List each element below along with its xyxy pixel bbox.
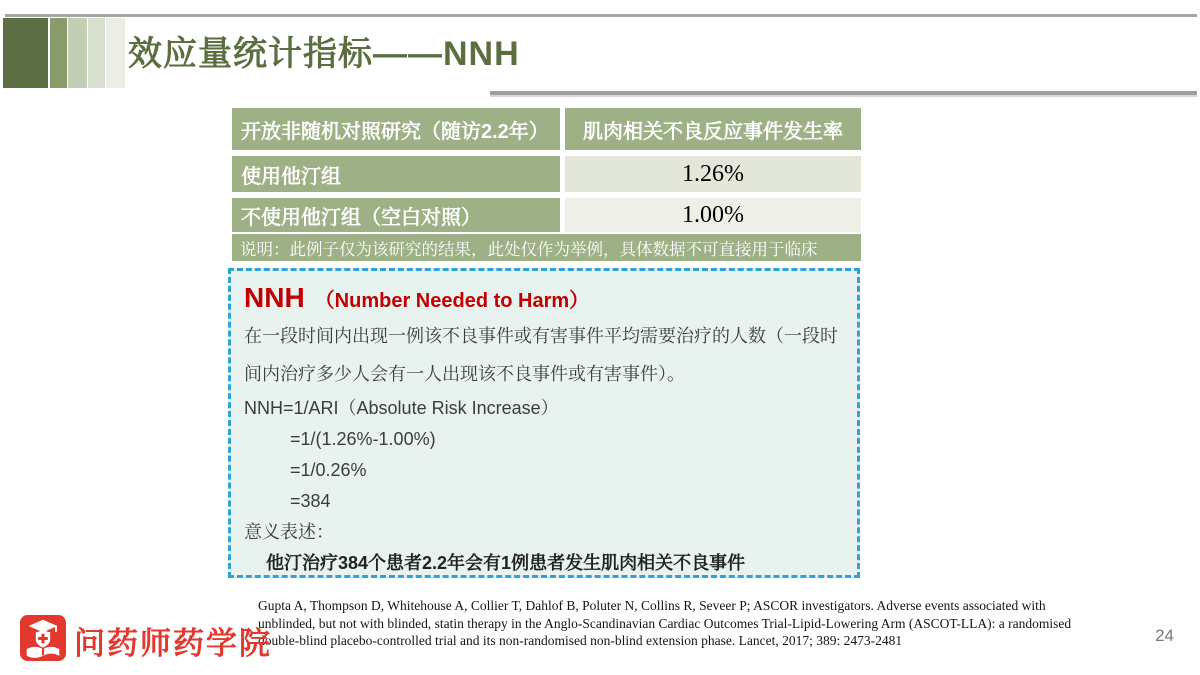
deco-green-block-5 xyxy=(106,18,125,88)
table-row xyxy=(232,156,861,192)
pharmacy-school-logo-icon xyxy=(20,615,66,666)
study-results-table xyxy=(232,108,861,261)
row-value-statin-group: 1.26% xyxy=(565,156,861,192)
page-number: 24 xyxy=(1155,626,1174,645)
nnh-definition-box xyxy=(228,268,860,578)
deco-green-block-2 xyxy=(50,18,67,88)
nnh-formula-line-1: NNH=1/ARI（Absolute Risk Increase） xyxy=(244,398,559,418)
citation-line-1: Gupta A, Thompson D, Whitehouse A, Collier T, Dahlof B, Poluter N, Collins R, Seveer P; ASCOR investigators. Adverse events associated with xyxy=(258,598,1046,613)
table-header-study: 开放非随机对照研究（随访2.2年） xyxy=(232,108,560,150)
brand-logo-text: 问药师药学院 xyxy=(74,626,272,661)
nnh-heading xyxy=(244,279,843,317)
nnh-meaning-label: 意义表述： xyxy=(244,522,334,542)
reference-citation xyxy=(258,597,1100,650)
table-header-event-rate: 肌肉相关不良反应事件发生率 xyxy=(565,108,861,150)
table-row xyxy=(232,198,861,232)
nnh-formula-line-2: =1/(1.26%-1.00%) xyxy=(290,429,436,449)
nnh-definition-text: 在一段时间内出现一例该不良事件或有害事件平均需要治疗的人数（一段时间内治疗多少人会有一人出现该不良事件或有害事件）。 xyxy=(244,326,838,384)
row-label-control-group: 不使用他汀组（空白对照） xyxy=(232,198,560,232)
nnh-formula-line-3: =1/0.26% xyxy=(290,460,367,480)
nnh-formula-line-4: =384 xyxy=(290,491,331,511)
nnh-meaning-text: 他汀治疗384个患者2.2年会有1例患者发生肌肉相关不良事件 xyxy=(266,553,746,573)
row-value-control-group: 1.00% xyxy=(565,198,861,232)
top-divider-line xyxy=(5,14,1197,17)
citation-line-3: double-blind placebo-controlled trial and its non-randomised non-blind extension phase. Lancet, 2017; 389: 2473-2481 xyxy=(258,633,903,648)
nnh-abbreviation: NNH xyxy=(244,282,305,313)
table-header-row xyxy=(232,108,861,150)
page-title: 效应量统计指标——NNH xyxy=(128,35,520,73)
row-label-statin-group: 使用他汀组 xyxy=(232,156,560,192)
nnh-full-name: （Number Needed to Harm） xyxy=(314,289,590,312)
deco-green-block-3 xyxy=(68,18,87,88)
deco-green-block-4 xyxy=(88,18,105,88)
deco-green-block-1 xyxy=(3,18,48,88)
citation-line-2: unblinded, but not with blinded, statin therapy in the Anglo-Scandinavian Cardiac Outcomes Trial-Lipid-Lowering Arm (ASCOT-LLA): a randomised xyxy=(258,615,1072,631)
title-underline-bar xyxy=(490,91,1197,95)
brand-logo xyxy=(20,615,272,666)
table-note: 说明：此例子仅为该研究的结果，此处仅作为举例，具体数据不可直接用于临床 xyxy=(232,234,861,261)
